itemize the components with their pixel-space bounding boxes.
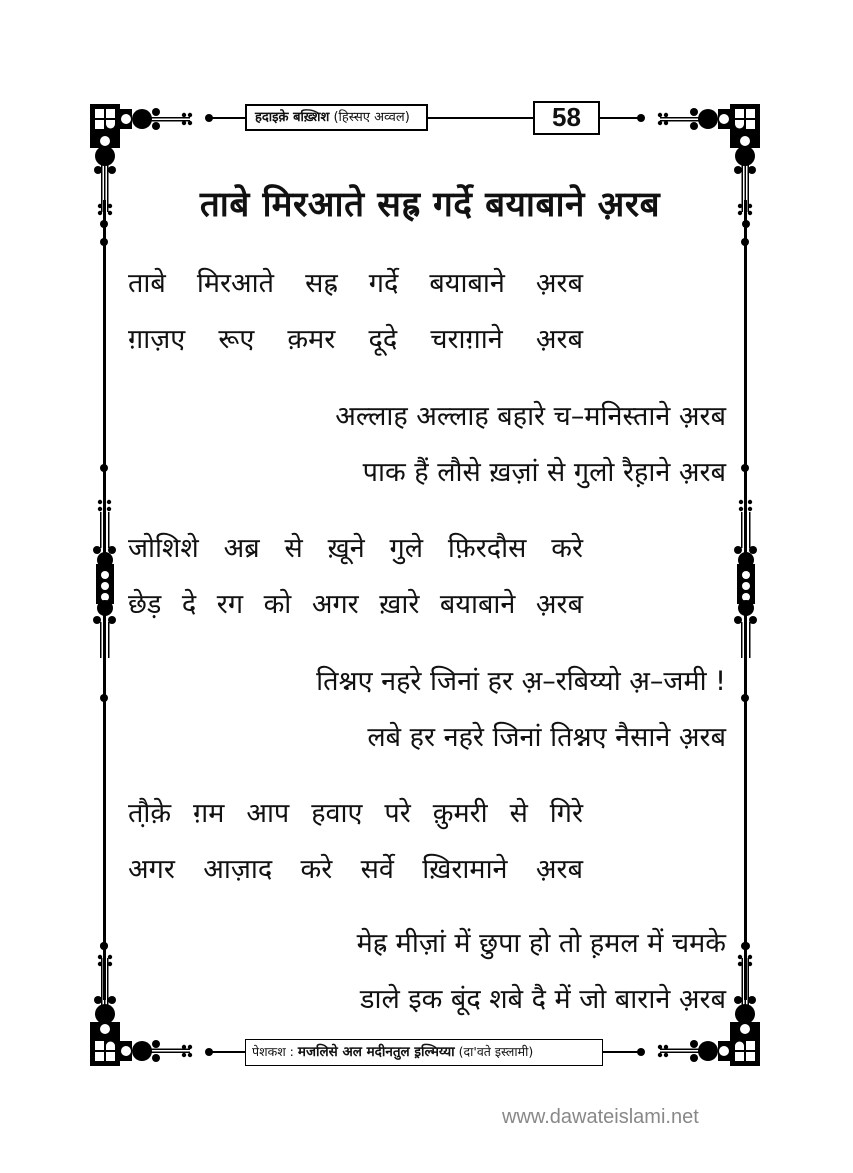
verse-line: अल्लाह अल्लाह बहारे च–मनिस्ताने अ़रब (335, 401, 726, 432)
presenter-label: पेशकश : (252, 1044, 294, 1059)
running-header (245, 104, 428, 131)
poem-title: ताबे मिरआते सह्र गर्दे बयाबाने अ़रब (199, 185, 661, 225)
publisher-footer (245, 1039, 603, 1066)
verse-line: तिश्नए नहरे जिनां हर अ़–रबिय्यो अ़–जमी ! (316, 666, 726, 697)
verse-line: छेड़ दे रग को अगर ख़ारे बयाबाने अ़रब (128, 589, 583, 620)
book-title: हदाइक़े बख़्शिश (255, 110, 330, 125)
verse-line: तौ़क़े ग़म आप हवाए परे क़ुमरी से गिरे (128, 798, 583, 829)
verse-line: लबे हर नहरे जिनां तिश्नए नैसाने अ़रब (367, 722, 726, 753)
book-part: (हिस्सए अव्वल) (333, 110, 410, 125)
website-watermark: www.dawateislami.net (502, 1106, 699, 1128)
verse-line: मेह्र मीज़ां में छुपा हो तो ह़मल में चमके (356, 928, 726, 959)
verse-line: डाले इक बूंद शबे दै में जो बाराने अ़रब (360, 984, 726, 1015)
page-number: 58 (533, 101, 600, 135)
verse-line: जोशिशे अब्र से ख़ूने गुले फ़िरदौस करे (128, 533, 583, 564)
verse-line: अगर आज़ाद करे सर्वे ख़िरामाने अ़रब (128, 854, 583, 885)
verse-line: पाक हैं लौसे ख़ज़ां से गुलो रैह़ाने अ़रब (362, 457, 726, 488)
side-dots-right-icon (737, 236, 753, 956)
verse-line: ताबे मिरआते सह्र गर्दे बयाबाने अ़रब (128, 268, 583, 299)
organization-name: (दा'वते इस्लामी) (458, 1044, 534, 1059)
verse-line: ग़ाज़ए रूए क़मर दूदे चराग़ाने अ़रब (128, 324, 583, 355)
corner-ornament-bottom-left-icon (88, 940, 218, 1070)
side-dots-left-icon (96, 236, 112, 956)
frame-top-middle-line (428, 117, 533, 119)
publisher-name: मजलिसे अल मदीनतुल इ़ल्मिय्या (297, 1044, 455, 1060)
